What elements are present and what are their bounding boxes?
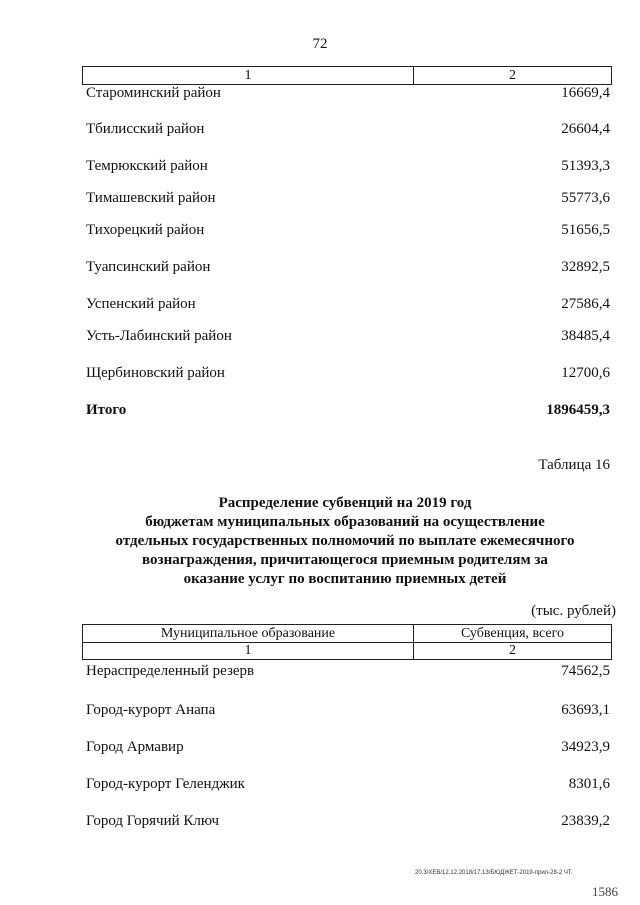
table-row-value: 16669,4 (561, 85, 610, 101)
table16-header-col2: Субвенция, всего (460, 626, 565, 641)
table1-header-col1: 1 (244, 68, 252, 83)
table-row-value: 27586,4 (561, 296, 610, 312)
table-row-name: Тихорецкий район (86, 222, 205, 238)
title-line: вознаграждения, причитающегося приемным родителям за (142, 552, 548, 568)
title-line: оказание услуг по воспитанию приемных детей (183, 571, 507, 587)
table-row-value: 55773,6 (561, 190, 610, 206)
page-number: 72 (312, 36, 328, 52)
page-stamp: 1586 (592, 884, 618, 899)
table-row-value: 74562,5 (561, 663, 610, 679)
table-row-value: 26604,4 (561, 121, 610, 137)
table-row-name: Туапсинский район (86, 259, 211, 275)
table-row-name: Усть-Лабинский район (86, 328, 232, 344)
table-row-value: 34923,9 (561, 739, 610, 755)
total-value: 1896459,3 (546, 402, 610, 418)
table-row-name: Тбилисский район (86, 121, 205, 137)
table-row-name: Город Горячий Ключ (86, 813, 220, 829)
title-line: Распределение субвенций на 2019 год (218, 495, 472, 511)
table-caption: Таблица 16 (538, 457, 610, 473)
table-row-name: Город Армавир (86, 739, 184, 755)
table-row-value: 51656,5 (561, 222, 610, 238)
table-row-name: Нераспределенный резерв (86, 663, 255, 679)
table16-num-col2: 2 (509, 643, 516, 658)
table-row-name: Тимашевский район (86, 190, 216, 206)
table-row-value: 63693,1 (561, 702, 610, 718)
table-row-value: 38485,4 (561, 328, 610, 344)
table-row-value: 23839,2 (561, 813, 610, 829)
footer-code: 20.3/ХЕВ/12.12.2018/17:13/БЮДЖЕТ-2019-прил-28-2 ЧТ. (415, 870, 573, 876)
table16-num-col1: 1 (244, 643, 252, 658)
table-row-value: 8301,6 (568, 776, 610, 792)
table-row-value: 32892,5 (561, 259, 610, 275)
table-row-name: Город-курорт Геленджик (86, 776, 245, 792)
table16-number-row (82, 642, 612, 660)
table-row-name: Староминский район (86, 85, 221, 101)
table-row-name: Щербиновский район (86, 365, 225, 381)
table1-header (82, 66, 612, 85)
total-label: Итого (86, 402, 127, 418)
table16-header-col1: Муниципальное образование (160, 626, 336, 641)
table-row-name: Успенский район (86, 296, 196, 312)
title-line: отдельных государственных полномочий по выплате ежемесячного (115, 533, 575, 549)
table-row-value: 51393,3 (561, 158, 610, 174)
table-row-name: Темрюкский район (86, 158, 208, 174)
table-row-value: 12700,6 (561, 365, 610, 381)
table-row-name: Город-курорт Анапа (86, 702, 216, 718)
table1-header-col2: 2 (509, 68, 516, 83)
title-line: бюджетам муниципальных образований на осуществление (145, 514, 545, 530)
units-label: (тыс. рублей) (531, 603, 616, 619)
table16-header (82, 624, 612, 643)
